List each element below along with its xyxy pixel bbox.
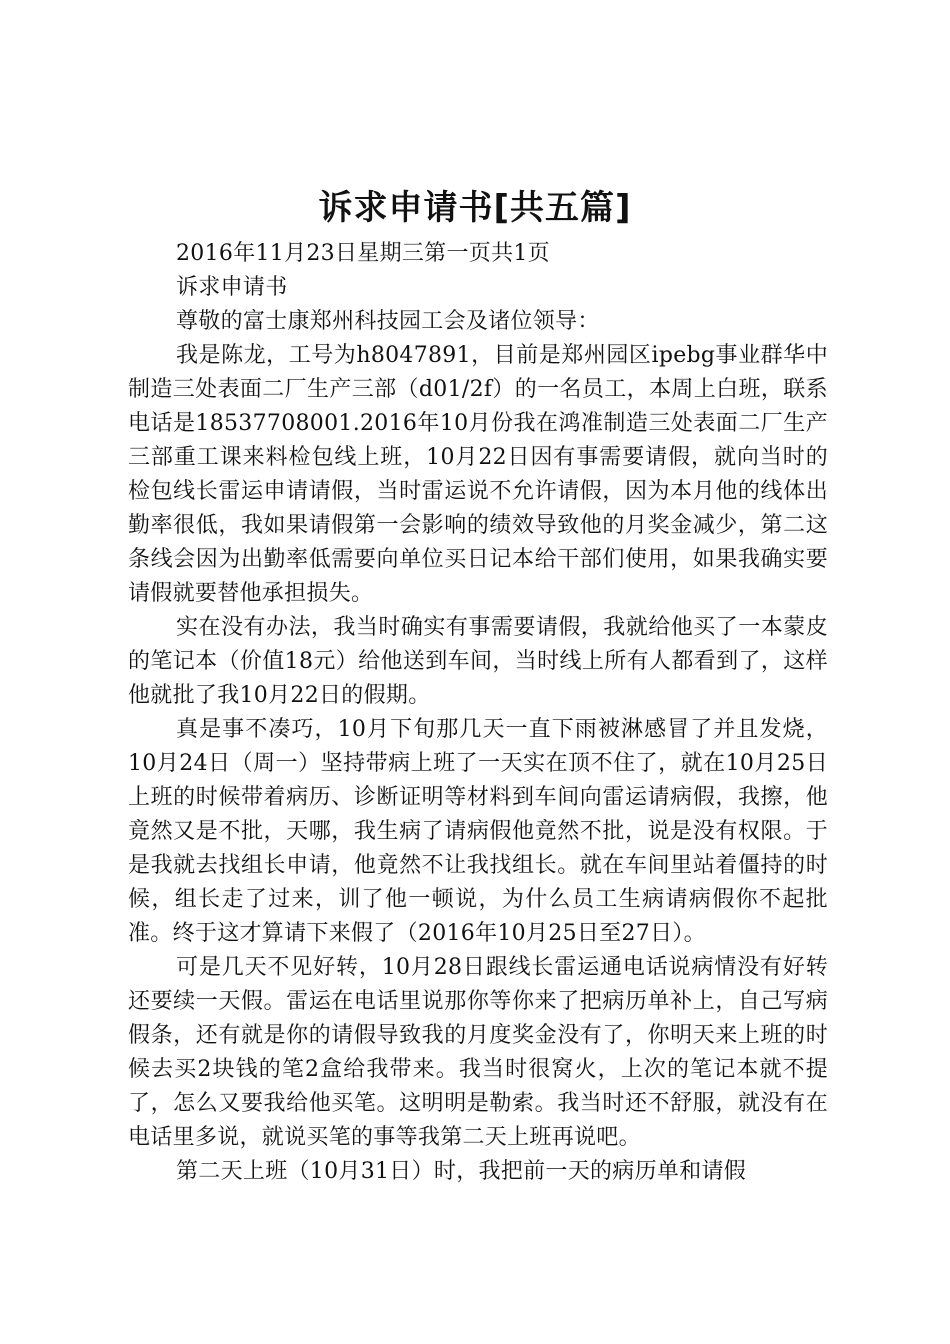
paragraph-2: 实在没有办法，我当时确实有事需要请假，我就给他买了一本蒙皮的笔记本（价值18元）给他送到车间，当时线上所有人都看到了，这样他就批了我10月22日的假期。 [128, 615, 828, 708]
meta-line: 2016年11月23日星期三第一页共1页 [176, 241, 550, 266]
paragraph-1: 我是陈龙，工号为h8047891，目前是郑州园区ipebg事业群华中制造三处表面二厂生产三部（d01/2f）的一名员工，本周上白班，联系电话是18537708001.2016年10月份我在鸿准制造三处表面二厂生产三部重工课来料检包线上班，10月22日因有事需要请假，就向当时的检包线长雷运申请请假，当时雷运说不允许请假，因为本月他的线体出勤率很低，我如果请假第一会影响的绩效导致他的月奖金减少，第二这条线会因为出勤率低需要向单位买日记本给干部们使用，如果我确实要请假就要替他承担损失。 [128, 343, 828, 606]
doc-heading: 诉求申请书 [176, 275, 288, 300]
salutation: 尊敬的富士康郑州科技园工会及诸位领导： [176, 309, 600, 334]
document-title: 诉求申请书[共五篇] [318, 188, 632, 228]
document-body [128, 237, 828, 1189]
paragraph-3: 真是事不凑巧，10月下旬那几天一直下雨被淋感冒了并且发烧，10月24日（周一）坚持带病上班了一天实在顶不住了，就在10月25日上班的时候带着病历、诊断证明等材料到车间向雷运请病假，我擦，他竟然又是不批，天哪，我生病了请病假他竟然不批，说是没有权限。于是我就去找组长申请，他竟然不让我找组长。就在车间里站着僵持的时候，组长走了过来，训了他一顿说，为什么员工生病请病假你不起批准。终于这才算请下来假了（2016年10月25日至27日）。 [128, 717, 828, 946]
paragraph-4: 可是几天不见好转，10月28日跟线长雷运通电话说病情没有好转还要续一天假。雷运在电话里说那你等你来了把病历单补上，自己写病假条，还有就是你的请假导致我的月度奖金没有了，你明天来上班的时候去买2块钱的笔2盒给我带来。我当时很窝火，上次的笔记本就不提了，怎么又要我给他买笔。这明明是勒索。我当时还不舒服，就没有在电话里多说，就说买笔的事等我第二天上班再说吧。 [128, 955, 828, 1150]
paragraph-5: 第二天上班（10月31日）时，我把前一天的病历单和请假 [176, 1159, 747, 1184]
